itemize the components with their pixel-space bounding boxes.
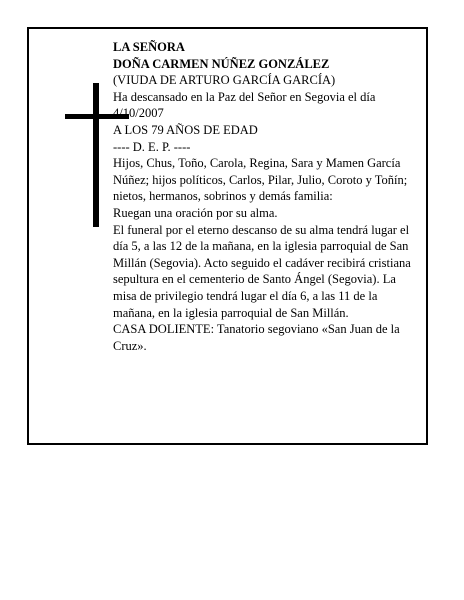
funeral-home: CASA DOLIENTE: Tanatorio segoviano «San Juan de la Cruz».	[113, 322, 400, 353]
prayer-request: Ruegan una oración por su alma.	[113, 205, 278, 220]
deceased-name: DOÑA CARMEN NÚÑEZ GONZÁLEZ	[113, 56, 330, 71]
notice-heading-title: LA SEÑORA	[113, 40, 185, 54]
widow-note: (VIUDA DE ARTURO GARCÍA GARCÍA)	[113, 73, 336, 88]
rip-line: ---- D. E. P. ----	[113, 139, 191, 154]
age-line: A LOS 79 AÑOS DE EDAD	[113, 122, 258, 137]
funeral-details: El funeral por el eterno descanso de su alma tendrá lugar el día 5, a las 12 de la mañana, en la iglesia parroquial de San Millán (Segovia). Acto seguido el cadáver recibirá cristiana sepultura en el cementerio de Santo Ángel (Segovia). La misa de privilegio tendrá lugar el día 6, a las 11 de la mañana, en la iglesia parroquial de San Millán.	[113, 222, 411, 320]
death-announcement: Ha descansado en la Paz del Señor en Segovia el día 4/10/2007	[113, 89, 376, 121]
cross-vertical-bar	[93, 83, 99, 227]
obituary-text	[113, 39, 415, 354]
family-list: Hijos, Chus, Toño, Carola, Regina, Sara y Mamen García Núñez; hijos políticos, Carlos, Pilar, Julio, Coroto y Toñín; nietos, hermanos, sobrinos y demás familia:	[113, 156, 408, 204]
